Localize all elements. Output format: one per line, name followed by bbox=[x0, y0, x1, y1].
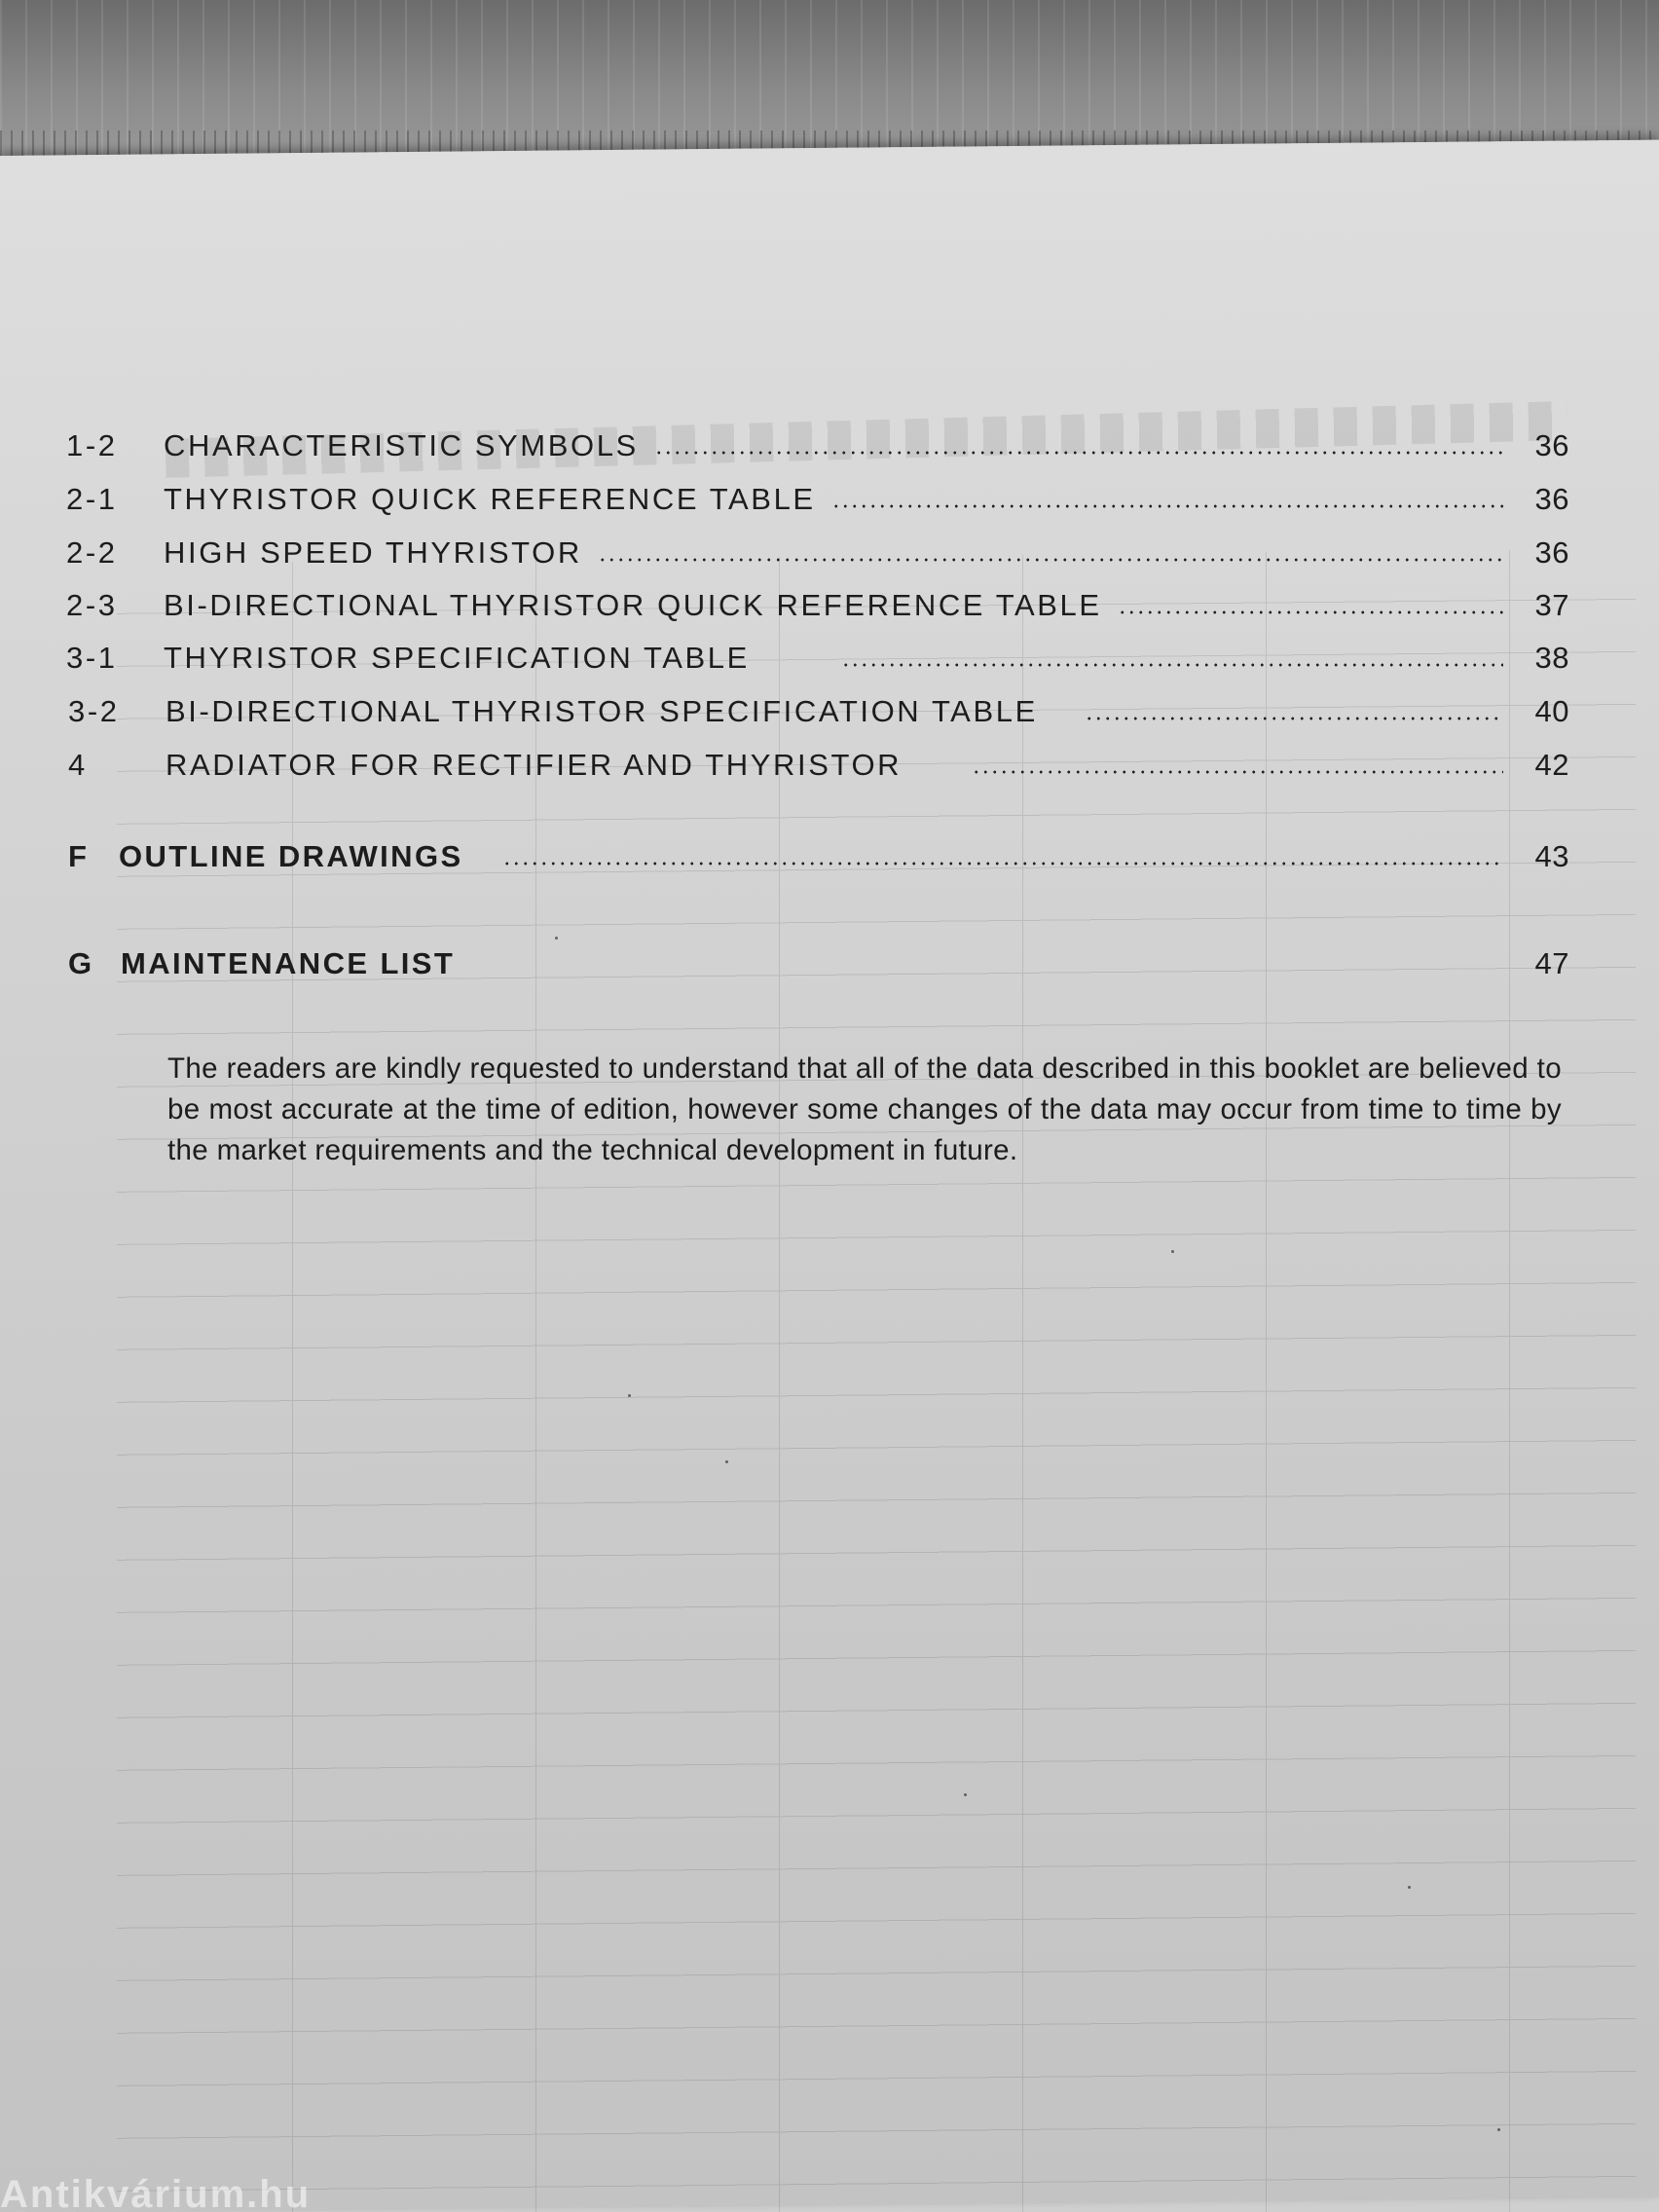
toc-entry-title: BI-DIRECTIONAL THYRISTOR QUICK REFERENCE TABLE bbox=[164, 588, 1102, 622]
toc-entry-number: 3-1 bbox=[66, 641, 118, 675]
section-letter: G bbox=[68, 946, 94, 980]
toc-entry-title: CHARACTERISTIC SYMBOLS bbox=[164, 428, 639, 462]
toc-entry-title: RADIATOR FOR RECTIFIER AND THYRISTOR bbox=[166, 748, 903, 782]
toc-section-outline-drawings bbox=[68, 839, 1569, 882]
toc-entry-number: 4 bbox=[68, 748, 88, 782]
dot-leader bbox=[1118, 610, 1503, 614]
toc-entry-number: 2-3 bbox=[66, 588, 118, 622]
section-page: 43 bbox=[1534, 839, 1569, 873]
toc-entry-page: 36 bbox=[1534, 482, 1569, 516]
toc-entry-title: THYRISTOR QUICK REFERENCE TABLE bbox=[164, 482, 816, 516]
toc-entry-title: THYRISTOR SPECIFICATION TABLE bbox=[164, 641, 750, 675]
dot-leader bbox=[841, 663, 1503, 667]
toc-entry-page: 42 bbox=[1534, 748, 1569, 782]
disclaimer-paragraph: The readers are kindly requested to understand that all of the data described in this booklet are believed to be most accurate at the time of edition, however some changes of the data may occur from time to time by the market requirements and the technical development in future. bbox=[167, 1051, 1562, 1166]
toc-section-maintenance-list bbox=[68, 946, 1569, 989]
dot-leader bbox=[831, 504, 1503, 508]
section-title: OUTLINE DRAWINGS bbox=[119, 839, 463, 873]
section-title: MAINTENANCE LIST bbox=[121, 946, 456, 980]
toc-entry bbox=[66, 588, 1569, 631]
toc-entry-page: 36 bbox=[1534, 428, 1569, 462]
toc-entry-page: 36 bbox=[1534, 535, 1569, 570]
toc-entry-page: 37 bbox=[1534, 588, 1569, 622]
toc-entry bbox=[66, 428, 1569, 471]
toc-entry bbox=[68, 694, 1569, 737]
toc-entry-title: HIGH SPEED THYRISTOR bbox=[164, 535, 582, 570]
toc-entry bbox=[68, 748, 1569, 791]
toc-entry-title: BI-DIRECTIONAL THYRISTOR SPECIFICATION TABLE bbox=[166, 694, 1038, 728]
section-letter: F bbox=[68, 839, 90, 873]
section-page: 47 bbox=[1534, 946, 1569, 980]
dot-leader bbox=[972, 770, 1503, 774]
toc-entry-number: 3-2 bbox=[68, 694, 120, 728]
toc-entry-page: 40 bbox=[1534, 694, 1569, 728]
dot-leader bbox=[502, 862, 1503, 866]
toc-entry-number: 1-2 bbox=[66, 428, 118, 462]
toc-entry bbox=[66, 535, 1569, 578]
dot-leader bbox=[1085, 717, 1503, 720]
toc-entry-page: 38 bbox=[1534, 641, 1569, 675]
watermark-logo: Antikvárium.hu bbox=[0, 2173, 312, 2212]
toc-entry bbox=[66, 641, 1569, 683]
toc-entry-number: 2-2 bbox=[66, 535, 118, 570]
dot-leader bbox=[598, 558, 1503, 562]
toc-entry-number: 2-1 bbox=[66, 482, 118, 516]
toc-entry bbox=[66, 482, 1569, 525]
dot-leader bbox=[654, 451, 1503, 455]
